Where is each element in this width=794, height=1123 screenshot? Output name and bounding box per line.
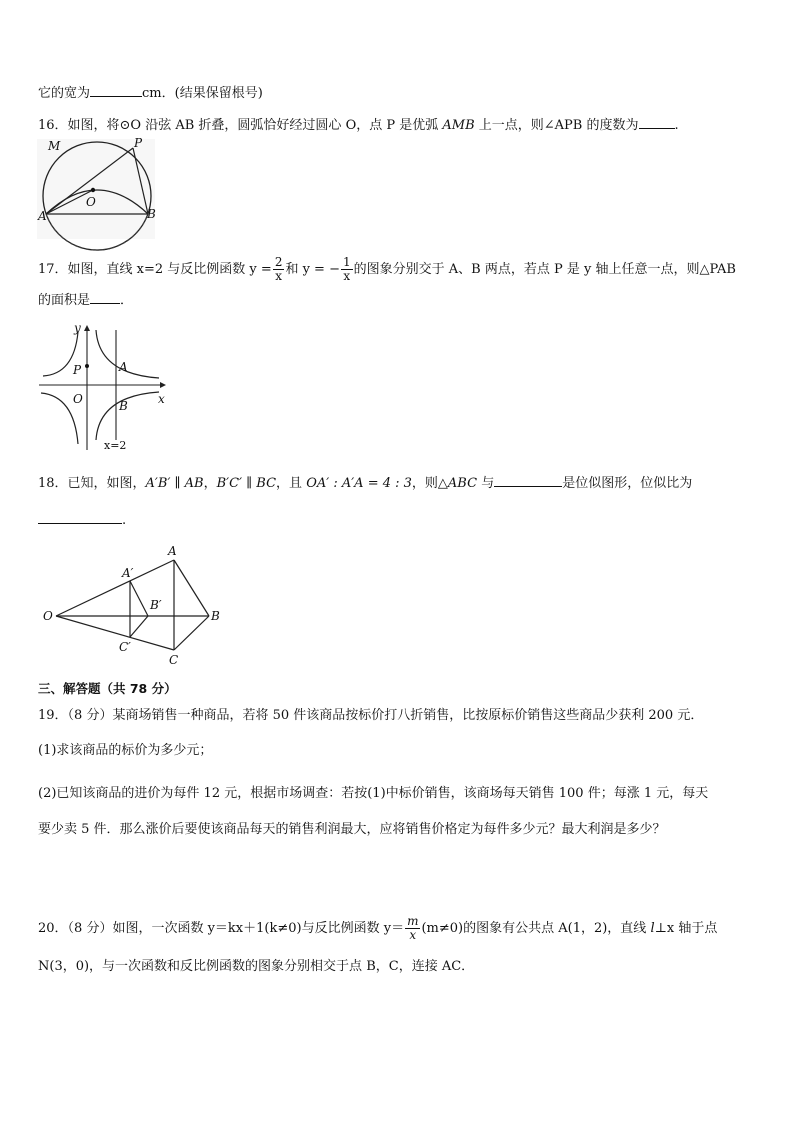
- segment-oc: [56, 616, 174, 650]
- q15-suffix: cm．(结果保留根号): [142, 86, 263, 101]
- q16-text-2: 上一点，则∠APB 的度数为: [474, 118, 639, 133]
- q18-line2: [38, 510, 126, 530]
- q19-part1: (1)求该商品的标价为多少元；: [38, 743, 213, 758]
- fraction-2-over-x: [273, 256, 285, 283]
- frac-numerator: 1: [342, 255, 351, 269]
- figure-background: [37, 139, 155, 239]
- q18-text-2: ，且: [276, 476, 307, 491]
- fraction-1-over-x: [341, 256, 353, 283]
- q16-end: .: [674, 118, 679, 133]
- segment-bc: [174, 616, 209, 650]
- q18-ratio: OA′ : A′A = 4 : 3: [306, 476, 412, 491]
- segment-a1b1: [130, 581, 148, 616]
- q17-text-4: 的面积是: [38, 293, 91, 308]
- y-axis-arrow: [84, 325, 90, 331]
- q17-line2: [38, 290, 133, 310]
- q18-text-5: 是位似图形，位似比为: [562, 476, 693, 491]
- label-a: A: [38, 209, 47, 223]
- q18-end: .: [122, 513, 127, 528]
- line-l-symbol: l: [650, 921, 655, 936]
- frac-numerator: 2: [274, 255, 283, 269]
- q18-text-4: 与: [477, 476, 495, 491]
- label-p: P: [73, 363, 82, 377]
- q19-part2-line1: (2)已知该商品的进价为每件 12 元，根据市场调查：若按(1)中标价销售，该商场每天销售 100 件；每涨 1 元，每天: [38, 786, 709, 801]
- label-o: O: [43, 609, 53, 623]
- q20-stem: [38, 913, 717, 945]
- label-a: A: [168, 544, 177, 558]
- q20-line2: N(3，0)，与一次函数和反比例函数的图象分别相交于点 B，C，连接 AC．: [38, 959, 475, 974]
- point-p: [85, 364, 89, 368]
- label-o: O: [86, 195, 96, 209]
- segment-ab: [174, 560, 209, 616]
- answer-blank: [494, 473, 562, 487]
- q17-text-1: 17．如图，直线 x=2 与反比例函数 y =: [38, 262, 272, 277]
- frac-denominator: x: [275, 269, 283, 283]
- answer-blank: [639, 115, 675, 129]
- label-o: O: [73, 392, 83, 406]
- q18-stem: [38, 473, 692, 493]
- q15-text: 它的宽为: [38, 86, 91, 101]
- q16-text-1: 16．如图，将⊙O 沿弦 AB 折叠，圆弧恰好经过圆心 O，点 P 是优弧: [38, 118, 443, 133]
- q17-figure: [36, 322, 176, 452]
- q19-part2-line2: 要少卖 5 件．那么涨价后要使该商品每天的销售利润最大，应将销售价格定为每件多少元？最大利润是多少？: [38, 822, 666, 837]
- segment-b1c1: [130, 616, 148, 637]
- answer-blank: [38, 510, 122, 524]
- label-b: B: [119, 399, 128, 413]
- label-c: C: [169, 653, 179, 667]
- q18-text-1: 18．已知，如图，: [38, 476, 146, 491]
- frac-numerator: m: [407, 914, 419, 928]
- q19-stem: 19．（8 分）某商场销售一种商品，若将 50 件该商品按标价打八折销售，比按原标价销售这些商品少获利 200 元．: [38, 708, 704, 723]
- q16-figure: [36, 138, 166, 243]
- label-x: x: [158, 392, 165, 406]
- frac-denominator: x: [343, 269, 351, 283]
- q17-text-3: 的图象分别交于 A、B 两点，若点 P 是 y 轴上任意一点，则△PAB: [353, 262, 736, 277]
- q20-text-3: ⊥x 轴于点: [654, 921, 718, 936]
- frac-denominator: x: [409, 928, 417, 942]
- label-b-prime: B′: [150, 598, 162, 612]
- label-y: y: [74, 321, 81, 335]
- q18-text-3: ，则: [411, 476, 438, 491]
- q16-stem: [38, 115, 679, 135]
- q17-text-2: 和 y = −: [285, 262, 340, 277]
- section-heading: 三、解答题（共 78 分）: [38, 681, 177, 696]
- label-x-eq-2: x=2: [104, 439, 127, 452]
- q15-tail: [38, 83, 263, 103]
- center-point: [91, 188, 95, 192]
- label-b: B: [147, 207, 156, 221]
- q17-stem: [38, 254, 736, 286]
- q18-relation-1: A′B′ ∥ AB: [145, 476, 204, 491]
- q18-figure: [40, 543, 240, 668]
- arc-label: AMB: [442, 118, 475, 133]
- answer-blank: [90, 290, 120, 304]
- label-a-prime: A′: [122, 566, 134, 580]
- q20-text-2: (m≠0)的图象有公共点 A(1，2)，直线: [421, 921, 651, 936]
- q17-end: ．: [120, 293, 134, 308]
- label-b: B: [211, 609, 220, 623]
- x-axis-arrow: [160, 382, 166, 388]
- label-a: A: [119, 360, 128, 374]
- fraction-m-over-x: [405, 915, 420, 942]
- answer-blank: [90, 83, 142, 97]
- label-c-prime: C′: [119, 640, 131, 654]
- label-m: M: [48, 139, 61, 153]
- q18-relation-2: B′C′ ∥ BC: [216, 476, 277, 491]
- q18-separator: ，: [203, 476, 217, 491]
- label-p: P: [134, 136, 143, 150]
- q18-triangle: △ABC: [437, 476, 478, 491]
- q20-text-1: 20．（8 分）如图，一次函数 y＝kx＋1(k≠0)与反比例函数 y＝: [38, 921, 405, 936]
